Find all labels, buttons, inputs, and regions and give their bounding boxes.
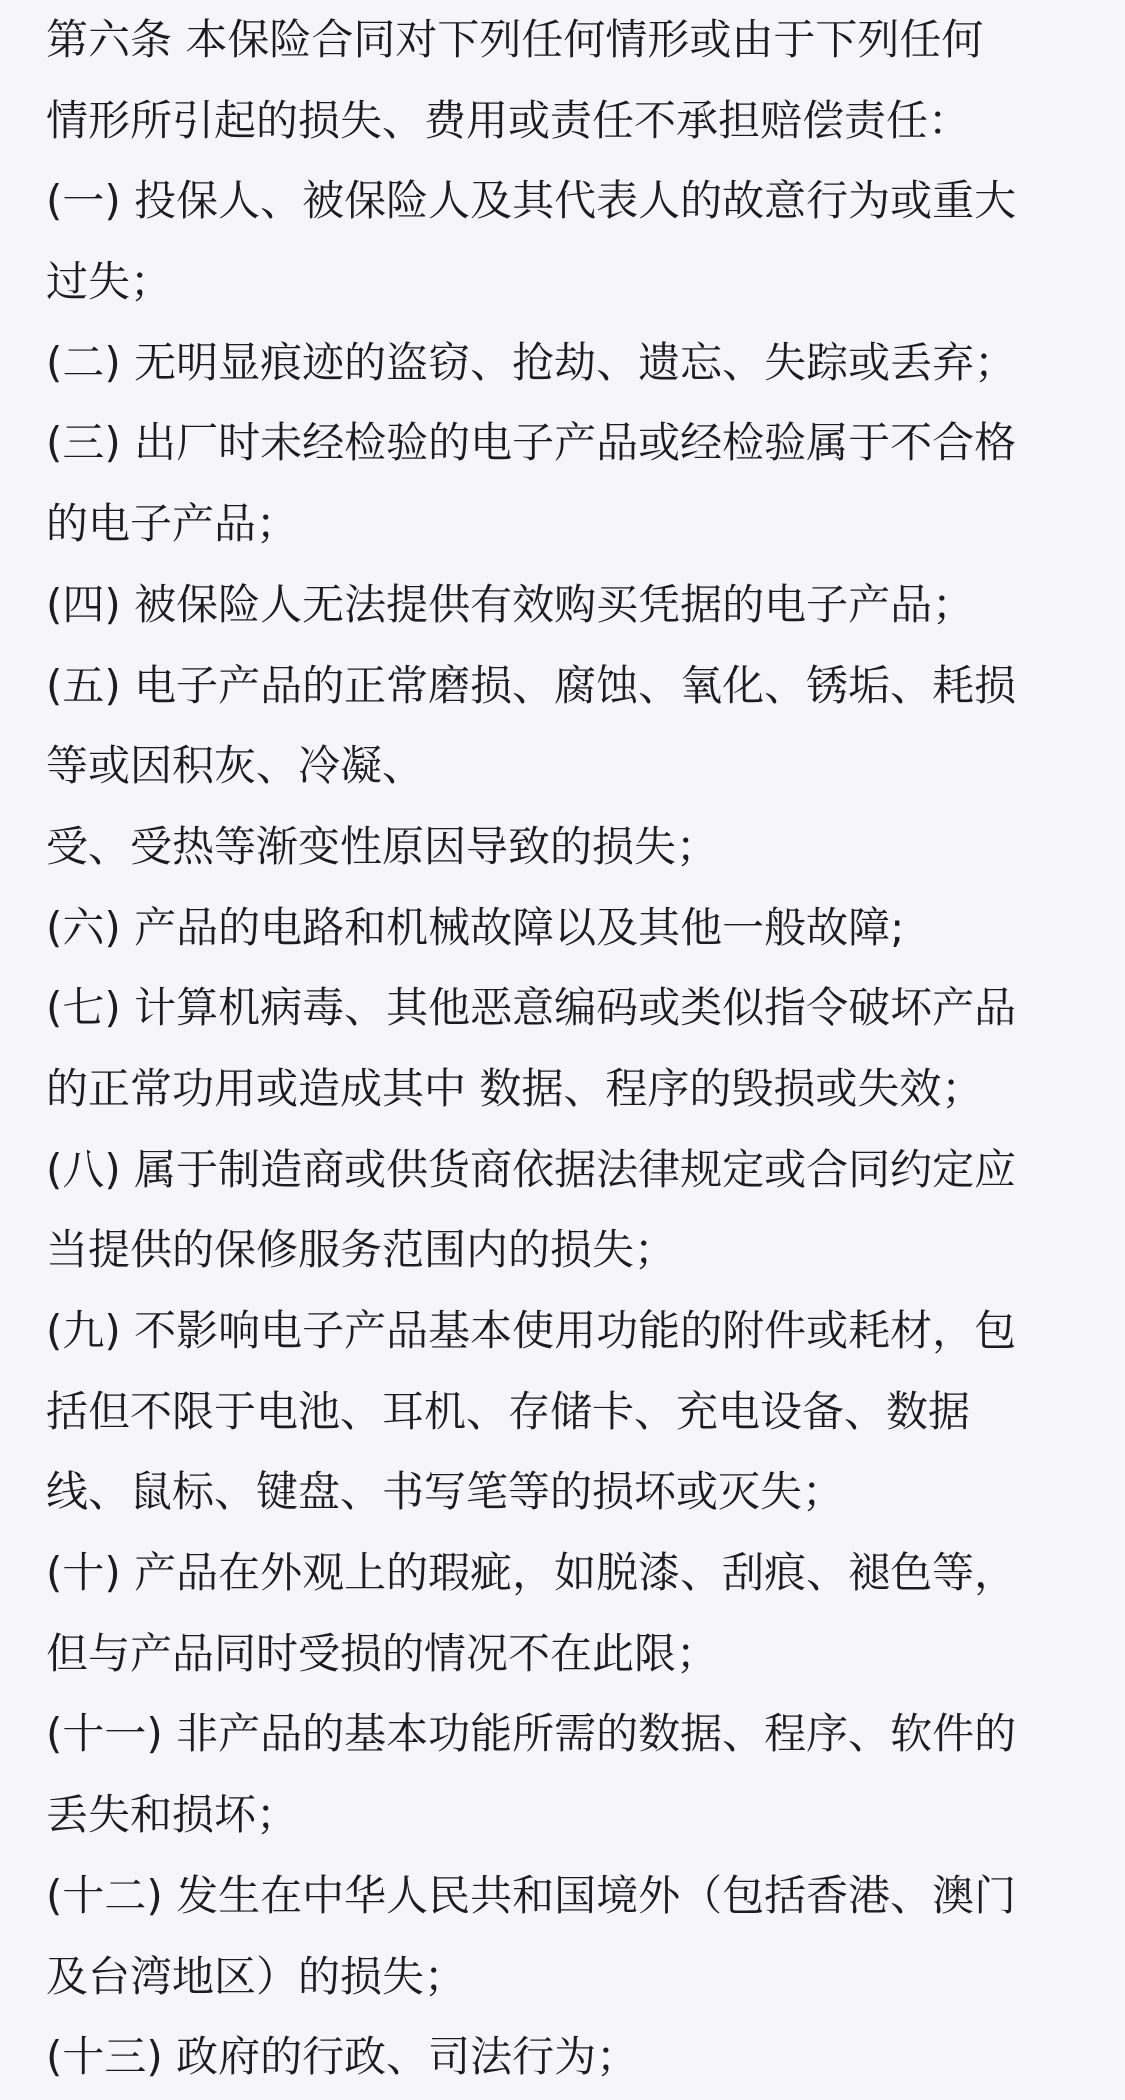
text-line: 的电子产品； (46, 499, 299, 549)
text-line: (十一) 非产品的基本功能所需的数据、程序、软件的 (46, 1709, 1017, 1759)
text-line: 情形所引起的损失、费用或责任不承担赔偿责任： (46, 95, 971, 145)
text-line: 受、受热等渐变性原因导致的损失； (46, 821, 719, 871)
text-line: (一) 投保人、被保险人及其代表人的故意行为或重大 (46, 176, 1017, 226)
text-line: (三) 出厂时未经检验的电子产品或经检验属于不合格 (46, 418, 1017, 468)
text-line: 过失； (46, 257, 173, 307)
text-line: (十二) 发生在中华人民共和国境外（包括香港、澳门 (46, 1870, 1017, 1920)
text-line: 线、鼠标、键盘、书写笔等的损坏或灭失； (46, 1467, 845, 1517)
text-line: 但与产品同时受损的情况不在此限； (46, 1628, 719, 1678)
text-line: (九) 不影响电子产品基本使用功能的附件或耗材，包 (46, 1306, 1017, 1355)
text-line: (六) 产品的电路和机械故障以及其他一般故障; (46, 902, 905, 952)
text-line: (七) 计算机病毒、其他恶意编码或类似指令破坏产品 (46, 983, 1017, 1033)
text-line: (八) 属于制造商或供货商依据法律规定或合同约定应 (46, 1144, 1017, 1194)
text-line: 及台湾地区）的损失； (46, 1951, 467, 2001)
text-line: 丢失和损坏； (46, 1790, 299, 1840)
text-line: 的正常功用或造成其中 数据、程序的毁损或失效； (46, 1063, 984, 1113)
text-line: (十三) 政府的行政、司法行为； (46, 2032, 639, 2082)
text-line: (二) 无明显痕迹的盗窃、抢劫、遗忘、失踪或丢弃； (46, 337, 1017, 387)
text-line: 第六条 本保险合同对下列任何情形或由于下列任何 (46, 15, 984, 64)
text-line: (十) 产品在外观上的瑕疵，如脱漆、刮痕、褪色等， (46, 1548, 1017, 1598)
text-line: (五) 电子产品的正常磨损、腐蚀、氧化、锈垢、耗损 (46, 660, 1017, 710)
text-line: 括但不限于电池、耳机、存储卡、充电设备、数据 (46, 1386, 971, 1436)
text-line: 当提供的保修服务范围内的损失； (46, 1225, 677, 1275)
text-line: (四) 被保险人无法提供有效购买凭据的电子产品； (46, 579, 975, 629)
text-line: 等或因积灰、冷凝、 (46, 741, 425, 791)
